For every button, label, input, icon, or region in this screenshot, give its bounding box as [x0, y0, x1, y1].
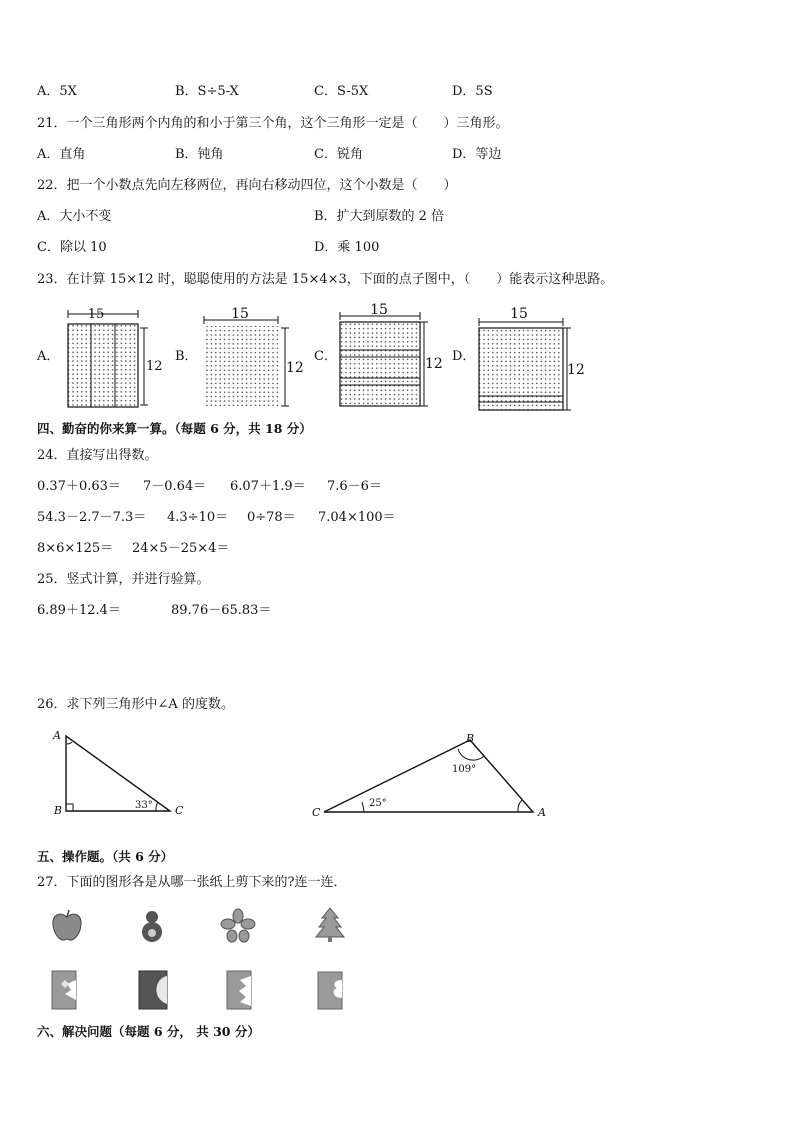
q20-option-d: D．5S	[452, 84, 493, 99]
tri1-vertex-c: C	[175, 804, 184, 817]
q24-r2-c1: 54.3－2.7－7.3＝	[37, 510, 147, 525]
dim-width-c: 15	[370, 302, 388, 318]
dim-height-a: 12	[146, 359, 163, 374]
obtuse-triangle-figure	[306, 728, 551, 823]
tri1-angle-c: 33°	[135, 800, 153, 811]
dim-width-a: 15	[87, 307, 105, 322]
paper-cut-c	[222, 968, 258, 1012]
dot-grid-option-c	[335, 300, 451, 412]
section6-title: 六、解决问题（每题 6 分， 共 30 分）	[37, 1024, 260, 1039]
q22-option-a: A．大小不变	[37, 209, 112, 224]
flower-icon	[220, 908, 256, 944]
q22-option-b: B．扩大到原数的 2 倍	[314, 209, 445, 224]
section4-title: 四、勤奋的你来算一算。（每题 6 分，共 18 分）	[37, 421, 312, 436]
q23-option-b-label: B．	[175, 349, 198, 364]
dim-width-d: 15	[510, 306, 528, 322]
q23-option-d-label: D．	[452, 349, 476, 364]
q24-r2-c2: 4.3÷10＝	[167, 510, 229, 525]
q22-option-d: D．乘 100	[314, 240, 380, 255]
q24-stem: 24．直接写出得数。	[37, 448, 158, 463]
paper-cut-d	[313, 968, 349, 1012]
q21-option-d: D．等边	[452, 147, 502, 162]
q21-stem: 21．一个三角形两个内角的和小于第三个角，这个三角形一定是（ ）三角形。	[37, 116, 509, 131]
section5-title: 五、操作题。（共 6 分）	[37, 849, 174, 864]
q20-option-c: C．S-5X	[314, 84, 369, 99]
q24-r2-c3: 0÷78＝	[247, 510, 296, 525]
q24-r1-c2: 7－0.64＝	[143, 479, 207, 494]
dim-height-d: 12	[567, 362, 585, 378]
q25-item-1: 6.89＋12.4＝	[37, 603, 121, 618]
q20-option-a: A．5X	[37, 84, 77, 99]
tri1-vertex-b: B	[53, 804, 62, 817]
dot-grid-option-d	[473, 302, 591, 414]
q23-stem: 23．在计算 15×12 时，聪聪使用的方法是 15×4×3，下面的点子图中，（ ）能表示这种思路。	[37, 272, 614, 287]
q24-r1-c1: 0.37＋0.63＝	[37, 479, 121, 494]
gourd-icon	[137, 908, 167, 944]
q27-stem: 27．下面的图形各是从哪一张纸上剪下来的?连一连．	[37, 875, 347, 890]
q25-stem: 25．竖式计算，并进行验算。	[37, 572, 210, 587]
q23-option-a-label: A．	[37, 349, 60, 364]
q24-r1-c4: 7.6－6＝	[327, 479, 382, 494]
tri2-vertex-b: B	[466, 732, 475, 745]
dot-grid-option-a	[62, 306, 162, 412]
q20-option-b: B．S÷5-X	[175, 84, 239, 99]
q26-stem: 26．求下列三角形中∠A 的度数。	[37, 697, 234, 712]
q21-option-a: A．直角	[37, 147, 86, 162]
q24-r2-c4: 7.04×100＝	[318, 510, 396, 525]
q25-item-2: 89.76－65.83＝	[171, 603, 272, 618]
paper-cut-b	[135, 968, 171, 1012]
q21-option-c: C．锐角	[314, 147, 363, 162]
dim-height-c: 12	[425, 356, 443, 372]
tri2-vertex-c: C	[312, 806, 321, 819]
tree-icon	[313, 906, 347, 944]
paper-cut-a	[47, 968, 83, 1012]
q22-stem: 22．把一个小数点先向左移两位，再向右移动四位，这个小数是（ ）	[37, 178, 457, 193]
apple-icon	[50, 908, 84, 944]
q24-r3-c2: 24×5－25×4＝	[132, 541, 230, 556]
right-triangle-figure	[52, 728, 202, 823]
tri2-vertex-a: A	[538, 806, 546, 819]
dot-grid-option-b	[196, 302, 308, 412]
tri2-angle-c: 25°	[369, 798, 387, 809]
q23-option-c-label: C．	[314, 349, 337, 364]
q22-option-c: C．除以 10	[37, 240, 107, 255]
dim-height-b: 12	[286, 360, 304, 376]
q24-r3-c1: 8×6×125＝	[37, 541, 114, 556]
q21-option-b: B．钝角	[175, 147, 224, 162]
tri2-angle-b: 109°	[452, 764, 477, 775]
dim-width-b: 15	[231, 306, 249, 322]
tri1-vertex-a: A	[53, 729, 61, 742]
q24-r1-c3: 6.07＋1.9＝	[230, 479, 306, 494]
